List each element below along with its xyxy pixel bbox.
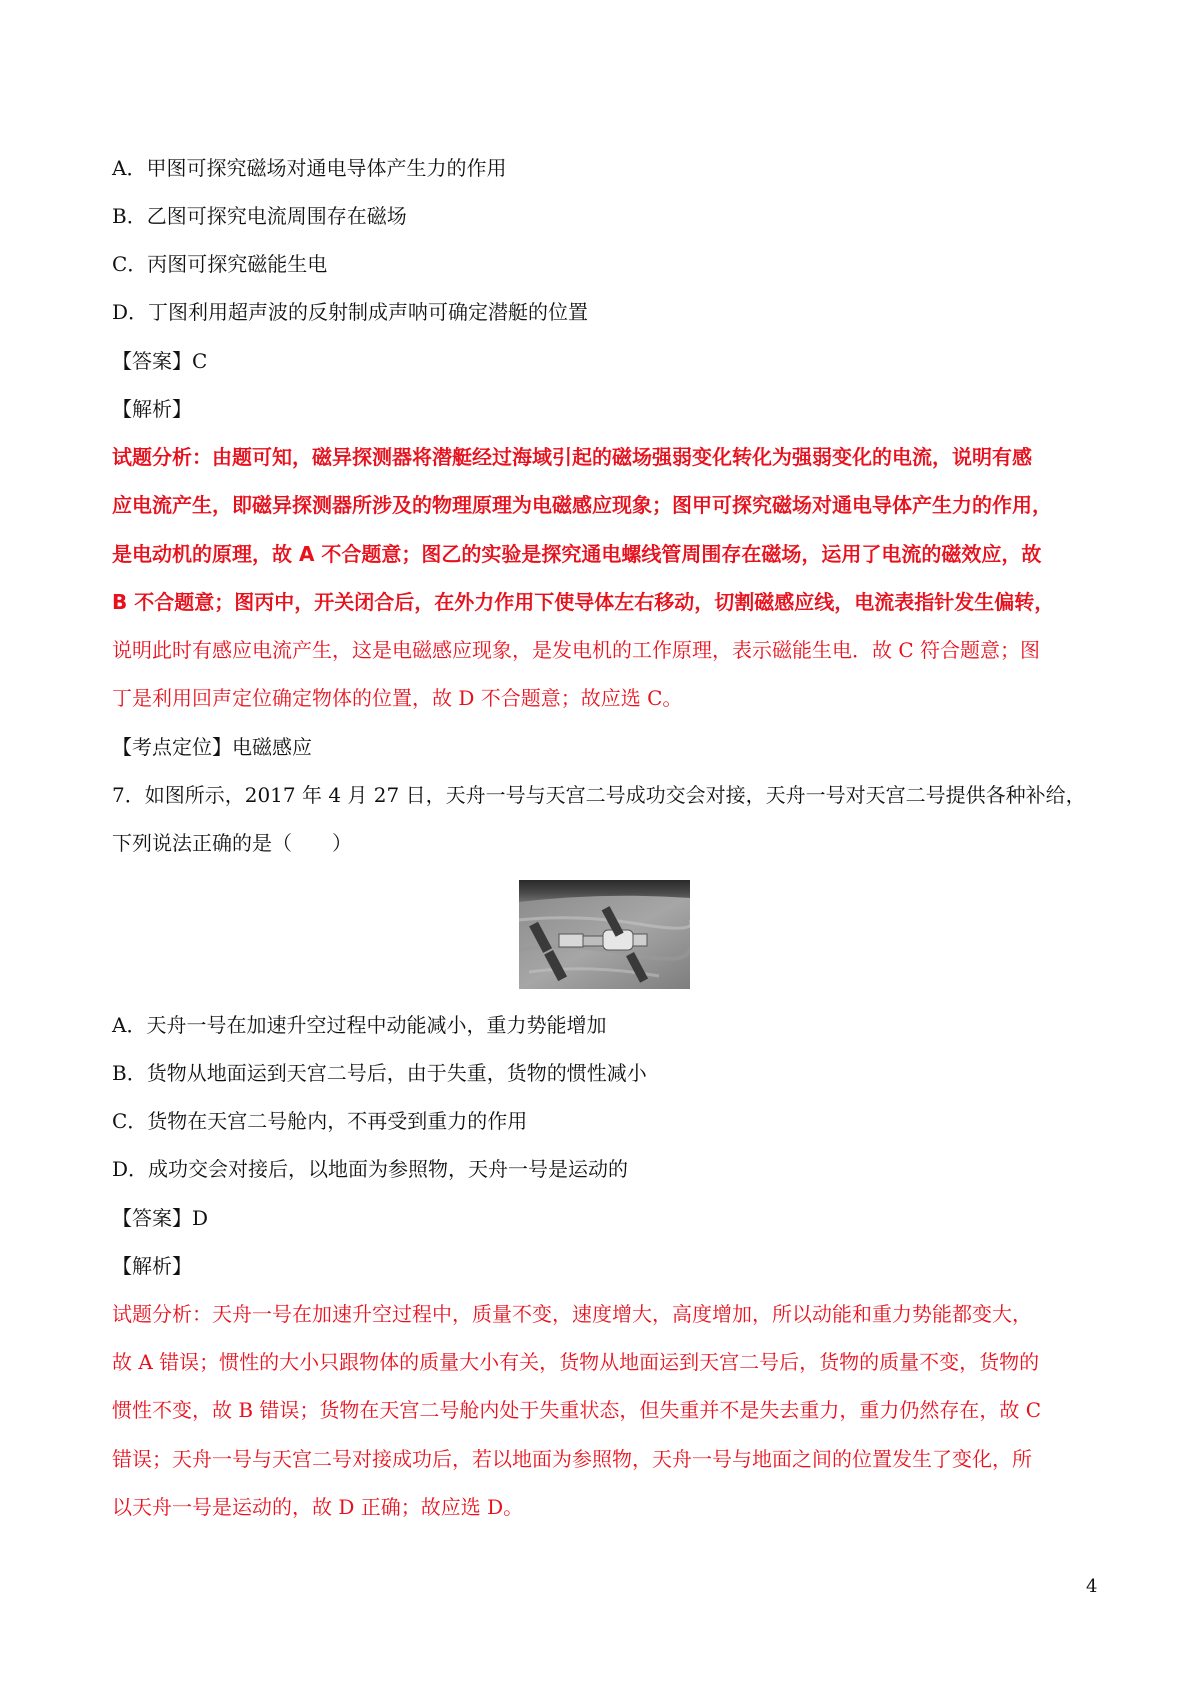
q7-stem: 7．如图所示，2017 年 4 月 27 日，天舟一号与天宫二号成功交会对接，天舟一号对天宫二号提供各种补给， — [112, 783, 1086, 807]
q7-stem: 下列说法正确的是（ ） — [112, 831, 352, 855]
q7-analysis-line: 错误；天舟一号与天宫二号对接成功后，若以地面为参照物，天舟一号与地面之间的位置发生了变化，所 — [112, 1447, 1032, 1471]
q7-option-c: C．货物在天宫二号舱内，不再受到重力的作用 — [112, 1109, 528, 1133]
q6-option-d: D．丁图利用超声波的反射制成声呐可确定潜艇的位置 — [112, 300, 589, 324]
q6-analysis-line: 丁是利用回声定位确定物体的位置，故 D 不合题意；故应选 C。 — [112, 686, 683, 710]
q7-option-b: B．货物从地面运到天宫二号后，由于失重，货物的惯性减小 — [112, 1061, 647, 1085]
q7-analysis-line: 试题分析：天舟一号在加速升空过程中，质量不变，速度增大，高度增加，所以动能和重力势能都变大， — [112, 1302, 1032, 1326]
q7-analysis-line: 惯性不变，故 B 错误；货物在天宫二号舱内处于失重状态，但失重并不是失去重力，重力仍然存在，故 C — [112, 1398, 1042, 1422]
q6-kaodian: 【考点定位】电磁感应 — [112, 735, 312, 759]
q7-analysis-line: 故 A 错误；惯性的大小只跟物体的质量大小有关，货物从地面运到天宫二号后，货物的质量不变，货物的 — [112, 1350, 1040, 1374]
space-station-photo — [519, 880, 690, 989]
q6-option-c: C．丙图可探究磁能生电 — [112, 252, 328, 276]
q6-analysis-label: 【解析】 — [112, 397, 192, 421]
q6-analysis-line: B 不合题意；图丙中，开关闭合后，在外力作用下使导体左右移动，切割磁感应线，电流表指针发生偏转， — [112, 590, 1055, 614]
q6-option-b: B．乙图可探究电流周围存在磁场 — [112, 204, 407, 228]
q7-analysis-line: 以天舟一号是运动的，故 D 正确；故应选 D。 — [112, 1495, 524, 1519]
q7-option-a: A．天舟一号在加速升空过程中动能减小，重力势能增加 — [112, 1013, 607, 1037]
q7-option-d: D．成功交会对接后，以地面为参照物，天舟一号是运动的 — [112, 1157, 629, 1181]
q6-analysis-line: 试题分析：由题可知，磁异探测器将潜艇经过海域引起的磁场强弱变化转化为强弱变化的电流，说明有感 — [112, 445, 1032, 469]
q6-analysis-line: 应电流产生，即磁异探测器所涉及的物理原理为电磁感应现象；图甲可探究磁场对通电导体产生力的作用， — [112, 493, 1052, 517]
q6-analysis-line: 说明此时有感应电流产生，这是电磁感应现象，是发电机的工作原理，表示磁能生电．故 C 符合题意；图 — [112, 638, 1041, 662]
q7-answer: 【答案】D — [112, 1206, 209, 1230]
q6-analysis-line: 是电动机的原理，故 A 不合题意；图乙的实验是探究通电螺线管周围存在磁场，运用了电流的磁效应，故 — [112, 542, 1042, 566]
page-number: 4 — [1086, 1576, 1098, 1597]
q7-analysis-label: 【解析】 — [112, 1254, 192, 1278]
q6-option-a: A．甲图可探究磁场对通电导体产生力的作用 — [112, 156, 507, 180]
q6-answer: 【答案】C — [112, 349, 208, 373]
